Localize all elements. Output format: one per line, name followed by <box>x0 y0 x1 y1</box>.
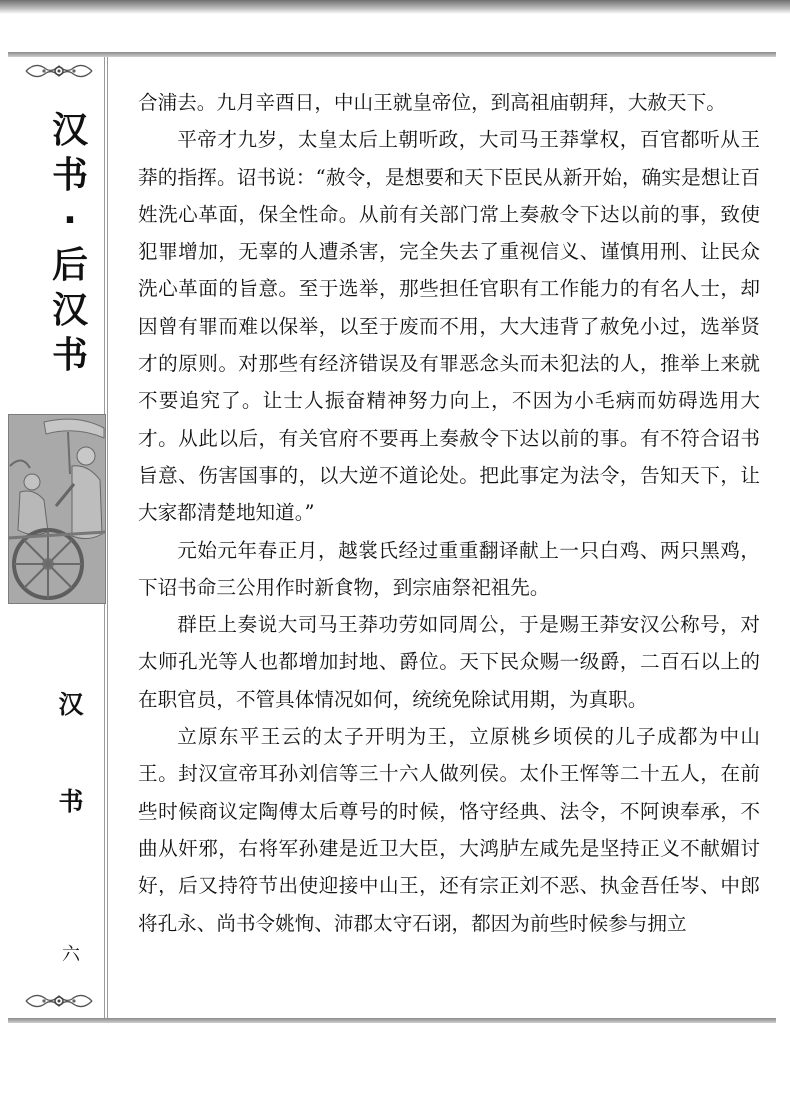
paragraph: 立原东平王云的太子开明为王，立原桃乡顷侯的儿子成都为中山王。封汉宣帝耳孙刘信等三十六人做列侯。太仆王恽等二十五人，在前些时候商议定陶傅太后尊号的时候，恪守经典、法令，不阿谀奉承，不曲从奸邪，右将军孙建是近卫大臣，大鸿胪左咸先是坚持正义不献媚讨好，后又持符节出使迎接中山王，还有宗正刘不恶、执金吾任岑、中郎将孔永、尚书令姚恂、沛郡太守石诩，都因为前些时候参与拥立 <box>138 725 760 935</box>
side-label-shu: 书 <box>58 787 84 816</box>
body-text <box>138 84 760 942</box>
book-title <box>40 108 100 378</box>
book-title-char: 书 <box>51 155 88 196</box>
book-title-char: 汉 <box>51 110 88 151</box>
top-rule <box>8 52 776 57</box>
page-number: 六 <box>62 944 80 965</box>
paragraph: 合浦去。九月辛酉日，中山王就皇帝位，到高祖庙朝拜，大赦天下。 <box>138 91 726 114</box>
paragraph: 平帝才九岁，太皇太后上朝听政，大司马王莽掌权，百官都听从王莽的指挥。诏书说：“赦令，是想要和天下臣民从新开始，确实是想让百姓洗心革面，保全性命。从前有关部门常上奏赦令下达以前的事，致使犯罪增加，无辜的人遭杀害，完全失去了重视信义、谨慎用刑、让民众洗心革面的旨意。至于选举，那些担任官职有工作能力的有名人士，却因曾有罪而难以保举，以至于废而不用，大大违背了赦免小过，选举贤才的原则。对那些有经济错误及有罪恶念头而未犯法的人，推举上来就不要追究了。让士人振奋精神努力向上，不因为小毛病而妨碍选用大才。从此以后，有关官府不要再上奏赦令下达以前的事。有不符合诏书旨意、伤害国事的，以大逆不道论处。把此事定为法令，告知天下，让大家都清楚地知道。” <box>138 128 760 525</box>
side-label-han: 汉 <box>58 690 84 719</box>
bottom-rule <box>8 1018 776 1023</box>
book-title-char: 后 <box>51 245 88 286</box>
paragraph: 群臣上奏说大司马王莽功劳如同周公，于是赐王莽安汉公称号，对太师孔光等人也都增加封地、爵位。天下民众赐一级爵，二百石以上的在职官员，不管具体情况如何，统统免除试用期，为真职。 <box>138 613 760 711</box>
top-edge-shadow <box>0 0 790 14</box>
paragraph: 元始元年春正月，越裳氏经过重重翻译献上一只白鸡、两只黑鸡，下诏书命三公用作时新食物，到宗庙祭祀祖先。 <box>138 538 760 599</box>
book-title-char: 汉 <box>51 290 88 331</box>
stone-relief-chariot-image <box>8 414 106 604</box>
ornament-top-icon <box>24 58 94 84</box>
book-title-char: · <box>63 200 77 241</box>
book-title-char: 书 <box>51 335 88 376</box>
ornament-bottom-icon <box>24 988 94 1014</box>
